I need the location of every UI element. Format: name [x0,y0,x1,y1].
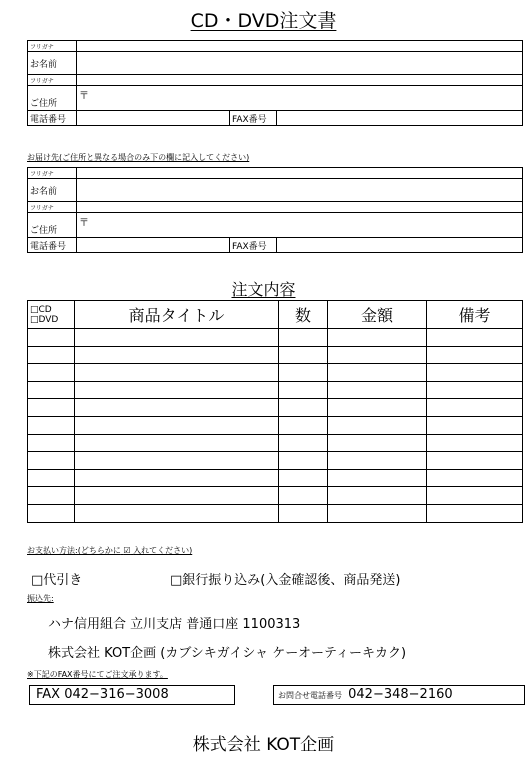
title-cell[interactable] [75,399,279,417]
media-type-cell[interactable] [28,469,75,487]
delivery-fax-label: FAX番号 [230,238,277,253]
media-type-cell[interactable] [28,452,75,470]
title-cell[interactable] [75,487,279,505]
delivery-phone-field[interactable] [77,238,230,253]
price-cell[interactable] [328,487,427,505]
delivery-form [27,167,523,253]
notes-cell[interactable] [427,504,523,522]
quantity-cell[interactable] [279,364,328,382]
delivery-name-label: お名前 [28,179,77,202]
order-section-title: 注文内容 [231,280,296,299]
payment-note [27,545,192,556]
zip-mark: 〒 [79,218,89,229]
delivery-address-label: ご住所 [30,226,58,236]
delivery-address-label-cell [28,213,77,238]
customer-form [27,40,523,126]
quantity-cell[interactable] [279,469,328,487]
furigana-name-field[interactable] [77,41,523,52]
phone-label: 電話番号 [28,111,77,126]
media-type-header[interactable] [28,301,75,329]
address-field[interactable] [77,86,523,111]
title-cell[interactable] [75,416,279,434]
delivery-furigana-address-field[interactable] [77,202,523,213]
quantity-cell[interactable] [279,504,328,522]
price-cell[interactable] [328,452,427,470]
notes-cell[interactable] [427,452,523,470]
price-cell[interactable] [328,329,427,347]
furigana-label: フリガナ [28,41,77,52]
phone-box-label: お問合せ電話番号 [278,691,342,700]
company-name: 株式会社 KOT企画 [192,735,335,755]
media-type-cell[interactable] [28,504,75,522]
quantity-cell[interactable] [279,329,328,347]
table-row [28,452,523,470]
table-row [28,329,523,347]
price-cell[interactable] [328,469,427,487]
media-type-cell[interactable] [28,399,75,417]
notes-column-header: 備考 [427,301,523,329]
notes-cell[interactable] [427,364,523,382]
phone-number-box [273,685,525,705]
cd-checkbox-label[interactable]: □CD [30,304,52,315]
phone-field[interactable] [77,111,230,126]
table-row [28,346,523,364]
address-label-cell [28,86,77,111]
transfer-label: 振込先: [27,594,54,603]
price-cell[interactable] [328,346,427,364]
notes-cell[interactable] [427,329,523,347]
quantity-cell[interactable] [279,487,328,505]
notes-cell[interactable] [427,469,523,487]
zip-mark: 〒 [79,91,89,102]
title-cell[interactable] [75,469,279,487]
fax-label: FAX番号 [230,111,277,126]
payment-note-suffix: 入れてください) [133,546,193,555]
quantity-cell[interactable] [279,434,328,452]
dvd-checkbox-label[interactable]: □DVD [30,314,59,325]
table-row [28,487,523,505]
furigana-label: フリガナ [28,202,77,213]
page-title: CD・DVD注文書 [190,10,337,32]
delivery-address-field[interactable] [77,213,523,238]
fax-field[interactable] [277,111,523,126]
title-cell[interactable] [75,346,279,364]
quantity-cell[interactable] [279,381,328,399]
delivery-note: お届け先(ご住所と異なる場合のみ下の欄に記入してください) [27,153,250,162]
title-cell[interactable] [75,504,279,522]
fax-order-note: ※下記のFAX番号にてご注文承ります。 [27,670,168,679]
title-cell[interactable] [75,381,279,399]
price-column-header: 金額 [328,301,427,329]
delivery-furigana-name-field[interactable] [77,168,523,179]
furigana-label: フリガナ [28,168,77,179]
price-cell[interactable] [328,434,427,452]
price-cell[interactable] [328,504,427,522]
price-cell[interactable] [328,416,427,434]
title-cell[interactable] [75,329,279,347]
checkmark-icon: ☑ [123,546,131,555]
notes-cell[interactable] [427,399,523,417]
cod-option[interactable]: □代引き [31,573,83,588]
table-row [28,399,523,417]
table-row [28,416,523,434]
quantity-cell[interactable] [279,452,328,470]
fax-number-box: FAX 042−316−3008 [29,685,235,705]
title-cell[interactable] [75,364,279,382]
table-row [28,504,523,522]
delivery-name-field[interactable] [77,179,523,202]
table-row [28,381,523,399]
delivery-phone-label: 電話番号 [28,238,77,253]
notes-cell[interactable] [427,416,523,434]
price-cell[interactable] [328,381,427,399]
media-type-cell[interactable] [28,364,75,382]
bank-transfer-option[interactable]: □銀行振り込み(入金確認後、商品発送) [170,573,401,588]
order-table [27,300,523,523]
table-row [28,434,523,452]
media-type-cell[interactable] [28,487,75,505]
media-type-cell[interactable] [28,381,75,399]
table-row [28,364,523,382]
quantity-cell[interactable] [279,416,328,434]
media-type-cell[interactable] [28,329,75,347]
payment-note-prefix: お支払い方法:(どちらかに [27,546,121,555]
price-cell[interactable] [328,364,427,382]
phone-box-number: 042−348−2160 [348,687,453,702]
title-column-header: 商品タイトル [75,301,279,329]
media-type-cell[interactable] [28,346,75,364]
name-label: お名前 [28,52,77,75]
furigana-label: フリガナ [28,75,77,86]
media-type-cell[interactable] [28,416,75,434]
name-field[interactable] [77,52,523,75]
notes-cell[interactable] [427,487,523,505]
address-label: ご住所 [30,99,58,109]
account-name-line: 株式会社 KOT企画 (カブシキガイシャ ケーオーティーキカク) [48,646,407,661]
media-type-cell[interactable] [28,434,75,452]
bank-account-line: ハナ信用組合 立川支店 普通口座 1100313 [48,617,301,632]
title-cell[interactable] [75,434,279,452]
quantity-column-header: 数 [279,301,328,329]
delivery-fax-field[interactable] [277,238,523,253]
price-cell[interactable] [328,399,427,417]
quantity-cell[interactable] [279,346,328,364]
title-cell[interactable] [75,452,279,470]
notes-cell[interactable] [427,381,523,399]
notes-cell[interactable] [427,346,523,364]
order-table-body [28,329,523,523]
notes-cell[interactable] [427,434,523,452]
furigana-address-field[interactable] [77,75,523,86]
quantity-cell[interactable] [279,399,328,417]
table-row [28,469,523,487]
